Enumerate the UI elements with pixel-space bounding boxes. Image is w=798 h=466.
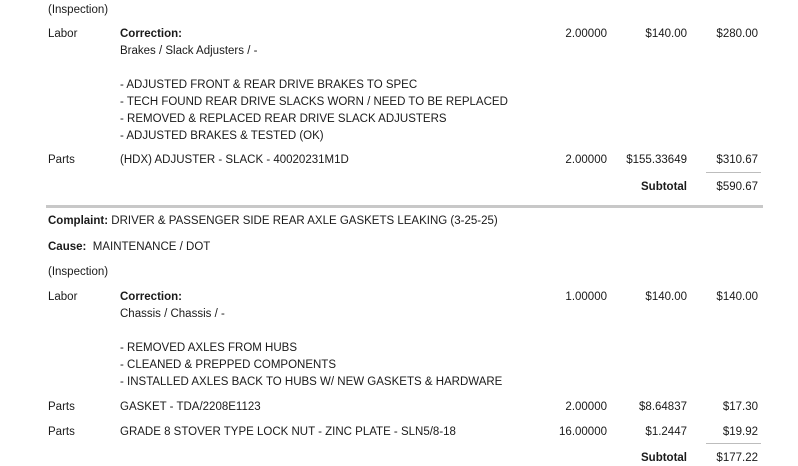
subtotal-label: Subtotal: [641, 452, 687, 464]
parts-amount: $310.67: [716, 154, 758, 166]
correction-note: - ADJUSTED BRAKES & TESTED (OK): [120, 130, 324, 142]
parts-rate: $1.2447: [645, 426, 687, 438]
labor-amount: $140.00: [716, 291, 758, 303]
subtotal-rule: [706, 172, 761, 173]
cause-text: MAINTENANCE / DOT: [92, 241, 211, 253]
labor-rate: $140.00: [645, 28, 687, 40]
correction-note: - INSTALLED AXLES BACK TO HUBS W/ NEW GASKETS & HARDWARE: [120, 376, 503, 388]
correction-label: Correction:: [120, 291, 182, 303]
complaint-line: [48, 214, 498, 228]
parts-description: GRADE 8 STOVER TYPE LOCK NUT - ZINC PLATE - SLN5/8-18: [120, 426, 456, 438]
labor-qty: 2.00000: [565, 28, 607, 40]
subtotal-amount: $590.67: [716, 181, 758, 193]
parts-description: (HDX) ADJUSTER - SLACK - 40020231M1D: [120, 154, 349, 166]
correction-note: - TECH FOUND REAR DRIVE SLACKS WORN / NEED TO BE REPLACED: [120, 96, 508, 108]
cause-label: Cause:: [48, 241, 87, 253]
labor-qty: 1.00000: [565, 291, 607, 303]
complaint-text: DRIVER & PASSENGER SIDE REAR AXLE GASKETS LEAKING (3-25-25): [111, 215, 498, 227]
complaint-label: Complaint:: [48, 215, 109, 227]
parts-qty: 2.00000: [565, 154, 607, 166]
labor-type: Labor: [48, 291, 78, 303]
section-divider: [46, 205, 763, 208]
parts-rate: $155.33649: [626, 154, 687, 166]
labor-type: Labor: [48, 28, 78, 40]
parts-qty: 16.00000: [559, 426, 607, 438]
parts-type: Parts: [48, 154, 75, 166]
parts-rate: $8.64837: [639, 401, 687, 413]
correction-note: - REMOVED AXLES FROM HUBS: [120, 342, 298, 354]
inspection-label: (Inspection): [48, 266, 109, 278]
correction-note: - REMOVED & REPLACED REAR DRIVE SLACK ADJUSTERS: [120, 113, 447, 125]
parts-amount: $17.30: [722, 401, 758, 413]
parts-qty: 2.00000: [565, 401, 607, 413]
inspection-label: (Inspection): [48, 4, 109, 16]
parts-amount: $19.92: [722, 426, 758, 438]
correction-note: - CLEANED & PREPPED COMPONENTS: [120, 359, 336, 371]
subtotal-label: Subtotal: [641, 181, 687, 193]
correction-note: - ADJUSTED FRONT & REAR DRIVE BRAKES TO SPEC: [120, 79, 418, 91]
parts-type: Parts: [48, 401, 75, 413]
labor-rate: $140.00: [645, 291, 687, 303]
cause-line: [48, 240, 210, 254]
labor-amount: $280.00: [716, 28, 758, 40]
correction-label: Correction:: [120, 28, 182, 40]
correction-category: Brakes / Slack Adjusters / -: [120, 45, 258, 57]
correction-category: Chassis / Chassis / -: [120, 308, 225, 320]
subtotal-amount: $177.22: [716, 452, 758, 464]
subtotal-rule: [706, 443, 761, 444]
parts-type: Parts: [48, 426, 75, 438]
parts-description: GASKET - TDA/2208E1123: [120, 401, 261, 413]
